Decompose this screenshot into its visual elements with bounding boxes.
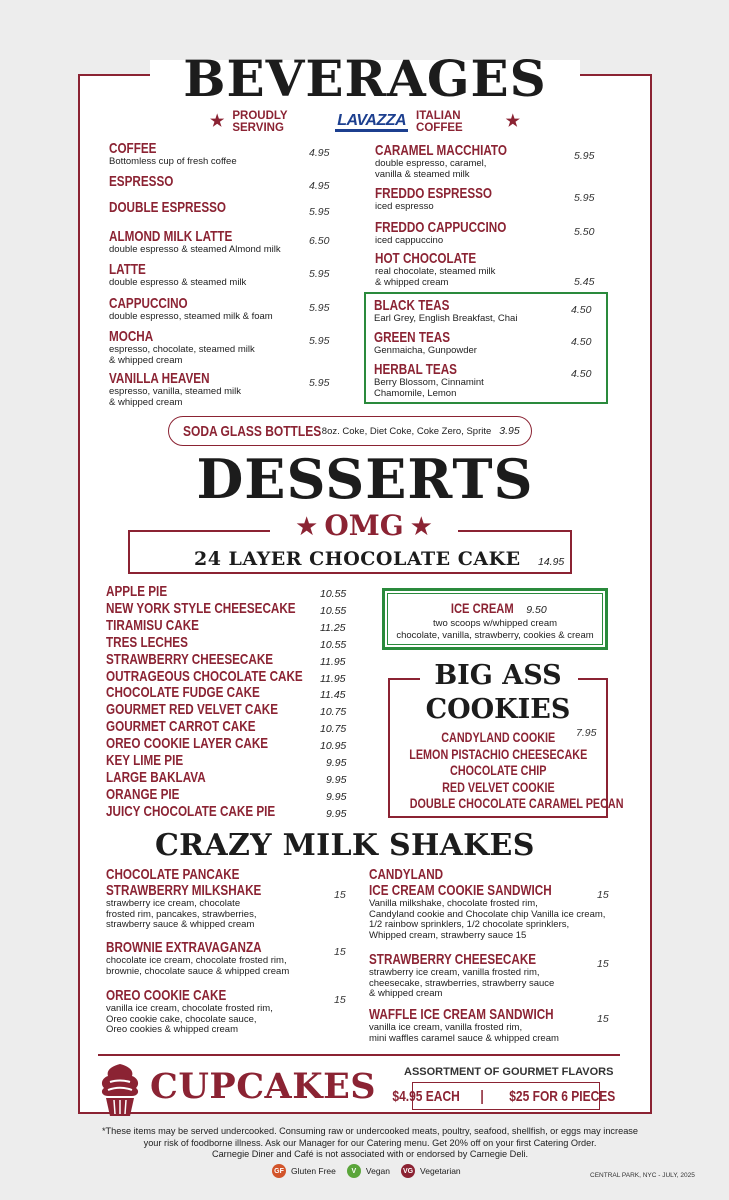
- item-price: 15: [334, 946, 346, 958]
- item-desc: espresso, chocolate, steamed milk: [109, 344, 255, 355]
- star-icon: ★: [505, 113, 520, 130]
- item-price: 10.95: [320, 740, 347, 753]
- item-name: STRAWBERRY CHEESECAKE: [106, 650, 274, 668]
- item-price: 15: [597, 1013, 609, 1025]
- item-name: OUTRAGEOUS CHOCOLATE CAKE: [106, 667, 303, 685]
- item-price: 5.95: [309, 206, 330, 218]
- item-name: APPLE PIE: [106, 583, 168, 600]
- item-name: LARGE BAKLAVA: [106, 768, 206, 786]
- item-name: BLACK TEAS: [374, 297, 450, 314]
- item-desc: & whipped cream: [109, 396, 183, 408]
- tea-item: [374, 298, 517, 325]
- item-desc: strawberry ice cream, vanilla frosted rim,: [369, 967, 540, 978]
- item-desc: strawberry sauce & whipped cream: [106, 919, 255, 930]
- item-price: 5.95: [309, 268, 330, 280]
- beverage-item: [375, 220, 543, 247]
- cupcake-icon: [98, 1060, 142, 1118]
- item-desc: Whipped cream, strawberry sauce 15: [369, 929, 527, 941]
- item-name: DOUBLE ESPRESSO: [109, 199, 227, 216]
- beverage-item: [375, 143, 544, 180]
- item-desc: 1/2 rainbow sprinklers, 1/2 chocolate sprinklers,: [369, 919, 570, 930]
- item-name: STRAWBERRY CHEESECAKE: [369, 951, 537, 968]
- item-name: FREDDO ESPRESSO: [375, 185, 493, 202]
- dessert-item: [106, 787, 200, 804]
- item-desc: & whipped cream: [109, 354, 183, 366]
- item-name: CANDYLAND: [369, 866, 444, 883]
- item-desc: double espresso & steamed Almond milk: [109, 244, 281, 255]
- item-desc: Chamomile, Lemon: [374, 387, 457, 399]
- item-price: 15: [334, 994, 346, 1006]
- beverage-item: [109, 329, 255, 366]
- item-price: 4.50: [571, 368, 592, 380]
- item-desc: mini waffles caramel sauce & whipped cream: [369, 1032, 559, 1044]
- item-price: 4.50: [571, 336, 592, 348]
- ice-cream-price: 9.50: [526, 604, 547, 616]
- item-name: LATTE: [109, 261, 146, 278]
- item-price: 5.95: [309, 377, 330, 389]
- item-price: 4.95: [309, 180, 330, 192]
- item-name: COFFEE: [109, 140, 157, 157]
- item-name: VANILLA HEAVEN: [109, 370, 210, 387]
- item-desc: frosted rim, pancakes, strawberries,: [106, 908, 257, 920]
- item-price: 9.95: [326, 757, 347, 769]
- shake-item: [106, 940, 305, 977]
- item-name: STRAWBERRY MILKSHAKE: [106, 882, 262, 899]
- item-price: 15: [334, 889, 346, 901]
- shake-item: [369, 867, 605, 941]
- item-desc: vanilla ice cream, vanilla frosted rim,: [369, 1022, 523, 1033]
- beverage-item: [109, 229, 281, 256]
- item-name: TIRAMISU CAKE: [106, 616, 199, 634]
- item-name: ORANGE PIE: [106, 785, 180, 803]
- cupcake-each-price: $4.95 EACH: [391, 1087, 460, 1105]
- item-desc: Bottomless cup of fresh coffee: [109, 156, 237, 167]
- item-price: 5.95: [574, 150, 595, 162]
- cookie-name: LEMON PISTACHIO CHEESECAKE: [408, 746, 588, 762]
- item-desc: Genmaicha, Gunpowder: [374, 345, 477, 356]
- item-desc: double espresso & steamed milk: [109, 277, 247, 288]
- item-price: 9.95: [326, 773, 347, 786]
- footer-notice: [70, 1126, 670, 1161]
- item-name: JUICY CHOCOLATE CAKE PIE: [106, 802, 276, 820]
- item-desc: iced espresso: [375, 201, 434, 212]
- item-desc: & whipped cream: [375, 276, 449, 288]
- cake-name: 24 LAYER CHOCOLATE CAKE: [194, 548, 521, 570]
- item-price: 15: [597, 889, 609, 901]
- item-price: 15: [597, 958, 609, 970]
- item-desc: Candyland cookie and Chocolate chip Vanilla ice cream,: [369, 908, 606, 920]
- soda-price: 3.95: [499, 425, 520, 437]
- item-desc: Earl Grey, English Breakfast, Chai: [374, 313, 518, 324]
- item-price: 11.95: [320, 672, 346, 685]
- item-price: 10.55: [320, 638, 347, 651]
- omg-text: OMG: [324, 509, 404, 542]
- item-name: CARAMEL MACCHIATO: [375, 142, 507, 159]
- footer-line-2: your risk of foodborne illness. Ask our Manager for our Catering menu. Get 20% off on your first Catering Order.: [143, 1137, 597, 1148]
- dessert-item: [106, 804, 323, 821]
- star-icon: ★: [409, 511, 433, 541]
- cookie-item: [383, 795, 624, 813]
- item-price: 11.45: [320, 689, 346, 702]
- dessert-item: [106, 719, 298, 736]
- item-price: 10.75: [320, 706, 347, 719]
- ice-cream-desc: two scoops w/whipped cream: [432, 618, 558, 629]
- cookie-name: CHOCOLATE CHIP: [449, 763, 547, 778]
- dessert-item: [106, 584, 184, 601]
- item-name: ICE CREAM COOKIE SANDWICH: [369, 882, 552, 899]
- beverage-item: [375, 186, 525, 213]
- shake-item: [106, 988, 273, 1036]
- item-price: 5.95: [574, 192, 595, 204]
- vegetarian-icon: VG: [401, 1164, 415, 1178]
- item-desc: Oreo cookies & whipped cream: [106, 1024, 239, 1035]
- dessert-item: [106, 685, 303, 702]
- item-desc: strawberry ice cream, chocolate: [106, 898, 241, 909]
- dessert-item: [106, 753, 205, 770]
- item-price: 4.50: [571, 304, 592, 316]
- cookie-item: [383, 729, 613, 747]
- item-price: 11.95: [320, 655, 346, 668]
- beverage-item: [109, 262, 246, 289]
- item-name: ESPRESSO: [109, 173, 174, 190]
- cookie-name: RED VELVET COOKIE: [441, 779, 555, 795]
- item-name: GOURMET CARROT CAKE: [106, 718, 256, 736]
- item-desc: double espresso, caramel,: [375, 158, 487, 169]
- item-name: TRES LECHES: [106, 633, 188, 651]
- cookie-item: [383, 762, 613, 780]
- gluten-free-label: Gluten Free: [291, 1166, 336, 1176]
- shake-item: [369, 952, 583, 1000]
- cupcakes-prices: [391, 1082, 616, 1110]
- lavazza-line: [210, 110, 520, 134]
- footer-line-3: Carnegie Diner and Café is not associated with or endorsed by Carnegie Deli.: [211, 1149, 529, 1159]
- item-name: HOT CHOCOLATE: [375, 250, 477, 267]
- ice-cream-name: ICE CREAM: [451, 600, 514, 616]
- item-price: 5.45: [574, 276, 595, 288]
- item-price: 5.95: [309, 302, 330, 314]
- desserts-title: DESSERTS: [196, 447, 534, 511]
- shake-item: [106, 867, 305, 931]
- item-price: 9.95: [326, 807, 347, 820]
- beverage-item: [109, 371, 241, 408]
- item-price: 10.55: [320, 604, 347, 617]
- omg-label: [270, 511, 458, 541]
- item-desc: & whipped cream: [369, 988, 443, 999]
- beverage-item: [375, 251, 505, 288]
- cookies-price: 7.95: [576, 727, 597, 739]
- dessert-item: [106, 618, 225, 635]
- beverages-title: BEVERAGES: [183, 49, 547, 108]
- cake-price: 14.95: [538, 556, 565, 568]
- footer-line-1: *These items may be served undercooked. Consuming raw or undercooked meats, poultry, seafood, shellfish, or eggs may increase: [101, 1126, 639, 1136]
- vegetarian-label: Vegetarian: [420, 1166, 461, 1176]
- cookie-item: [383, 779, 613, 797]
- price-divider: |: [480, 1087, 484, 1105]
- cookies-title-1: BIG ASS: [434, 660, 562, 691]
- cookie-item: [383, 746, 613, 764]
- proudly-serving: PROUDLY SERVING: [232, 110, 288, 134]
- item-name: HERBAL TEAS: [374, 361, 457, 378]
- item-name: ALMOND MILK LATTE: [109, 228, 233, 245]
- dessert-item: [106, 652, 320, 669]
- cupcake-six-price: $25 FOR 6 PIECES: [509, 1087, 616, 1105]
- star-icon: ★: [210, 113, 225, 130]
- item-desc: chocolate ice cream, chocolate frosted rim,: [106, 955, 287, 966]
- item-price: 6.50: [309, 235, 330, 247]
- star-icon: ★: [295, 511, 319, 541]
- item-price: 9.95: [326, 790, 347, 803]
- item-name: CAPPUCCINO: [109, 295, 188, 312]
- item-name: CHOCOLATE PANCAKE: [106, 866, 240, 883]
- soda-banner: [168, 416, 532, 446]
- gluten-free-icon: GF: [272, 1164, 286, 1178]
- item-name: GREEN TEAS: [374, 329, 451, 346]
- item-desc: brownie, chocolate sauce & whipped cream: [106, 965, 290, 977]
- item-price: 10.55: [320, 588, 347, 600]
- beverage-item: [109, 141, 237, 168]
- dessert-item: [106, 635, 211, 652]
- item-price: 4.95: [309, 147, 330, 159]
- item-desc: double espresso, steamed milk & foam: [109, 311, 273, 322]
- cookies-title-2: COOKIES: [425, 694, 571, 725]
- item-desc: vanilla & steamed milk: [375, 168, 470, 180]
- shake-item: [369, 1007, 606, 1044]
- item-name: FREDDO CAPPUCCINO: [375, 219, 507, 236]
- item-price: 5.50: [574, 226, 595, 238]
- dessert-item: [106, 702, 327, 719]
- item-price: 10.75: [320, 723, 347, 736]
- cookie-name: DOUBLE CHOCOLATE CARAMEL PECAN: [409, 796, 624, 811]
- footer-date: CENTRAL PARK, NYC - JULY, 2025: [590, 1172, 695, 1179]
- soda-name: SODA GLASS BOTTLES: [183, 422, 322, 440]
- item-desc: cheesecake, strawberries, strawberry sauce: [369, 977, 555, 989]
- beverage-item: [109, 200, 259, 216]
- item-name: MOCHA: [109, 328, 154, 345]
- item-name: CHOCOLATE FUDGE CAKE: [106, 684, 260, 702]
- item-desc: Oreo cookie cake, chocolate sauce,: [106, 1013, 257, 1025]
- ice-cream-box: [382, 588, 608, 650]
- item-price: 5.95: [309, 335, 330, 347]
- dessert-item: [106, 770, 234, 787]
- cupcakes-rule: [98, 1054, 620, 1056]
- diet-legend: [272, 1164, 461, 1178]
- vegan-label: Vegan: [365, 1166, 391, 1176]
- lavazza-logo: LAVAZZA: [335, 113, 408, 132]
- cookie-name: CANDYLAND COOKIE: [440, 730, 555, 745]
- item-desc: Berry Blossom, Cinnamint: [374, 377, 484, 388]
- cupcakes-assortment: ASSORTMENT OF GOURMET FLAVORS: [404, 1066, 614, 1078]
- beverage-item: [109, 296, 273, 323]
- shakes-title: CRAZY MILK SHAKES: [155, 828, 535, 863]
- item-name: NEW YORK STYLE CHEESECAKE: [106, 599, 296, 617]
- beverage-item: [109, 174, 192, 190]
- italian-coffee: ITALIAN COFFEE: [416, 110, 463, 134]
- soda-desc: 8oz. Coke, Diet Coke, Coke Zero, Sprite: [321, 425, 492, 437]
- dessert-item: [106, 736, 314, 753]
- item-desc: iced cappuccino: [375, 235, 444, 246]
- item-desc: Vanilla milkshake, chocolate frosted rim,: [369, 898, 538, 909]
- dessert-item: [106, 601, 349, 618]
- item-name: OREO COOKIE CAKE: [106, 987, 227, 1004]
- item-name: GOURMET RED VELVET CAKE: [106, 701, 279, 719]
- item-price: 11.25: [320, 621, 346, 634]
- ice-cream-flavors: chocolate, vanilla, strawberry, cookies & cream: [396, 630, 594, 641]
- tea-item: [374, 362, 484, 399]
- item-name: BROWNIE EXTRAVAGANZA: [106, 939, 262, 956]
- cupcakes-title: CUPCAKES: [150, 1066, 377, 1107]
- tea-item: [374, 330, 477, 357]
- item-desc: espresso, vanilla, steamed milk: [109, 386, 241, 397]
- item-desc: vanilla ice cream, chocolate frosted rim,: [106, 1003, 273, 1014]
- item-name: KEY LIME PIE: [106, 752, 184, 769]
- item-desc: real chocolate, steamed milk: [375, 266, 496, 277]
- item-name: OREO COOKIE LAYER CAKE: [106, 735, 269, 753]
- vegan-icon: V: [347, 1164, 361, 1178]
- item-name: WAFFLE ICE CREAM SANDWICH: [369, 1006, 554, 1023]
